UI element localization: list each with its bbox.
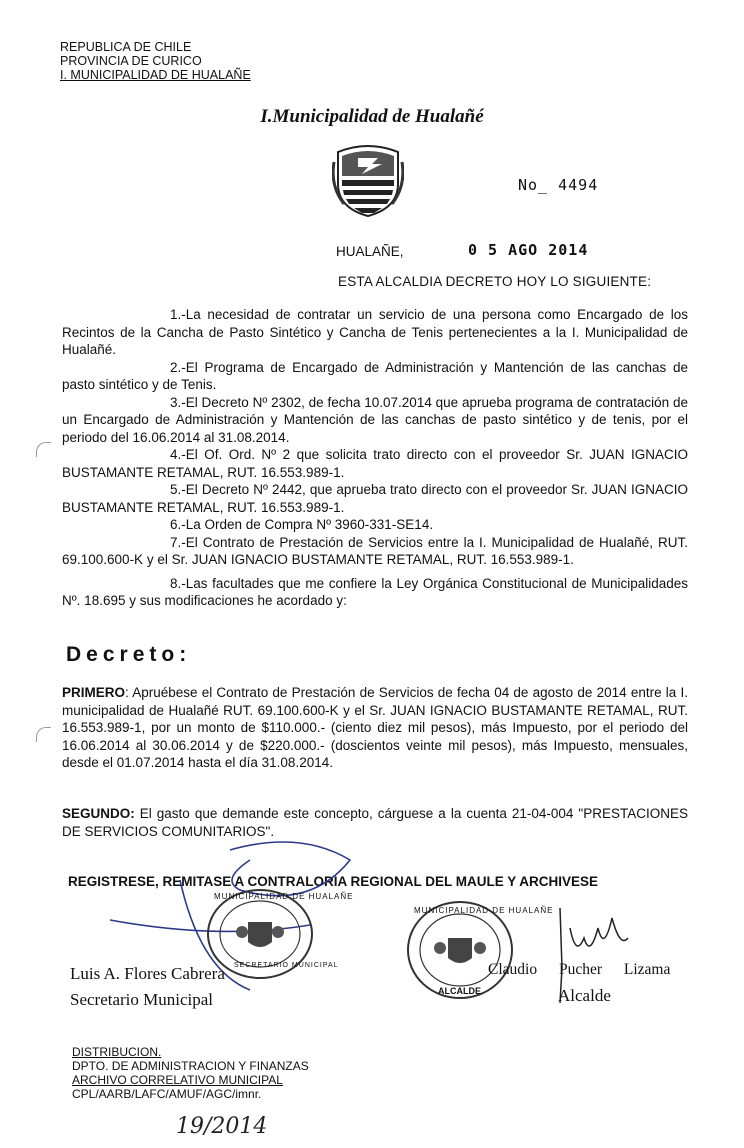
municipal-crest-icon: [332, 142, 404, 218]
registrese-line: REGISTRESE, REMITASE A CONTRALORIA REGIONAL DEL MAULE Y ARCHIVESE: [68, 874, 599, 889]
considerando-item: 1.-La necesidad de contratar un servicio de una persona como Encargado de los Recintos de la Cancha de Pasto Sintético y Cancha de Tenis pertenecientes a la I. Municipalidad de Hualañé.: [62, 307, 688, 357]
considerandos-list: [62, 306, 688, 610]
secretary-name: Luis A. Flores Cabrera: [70, 964, 225, 983]
header-municipality: I. MUNICIPALIDAD DE HUALAÑE: [60, 68, 251, 82]
handwritten-note: 19/2014: [176, 1114, 268, 1139]
considerando-item: 3.-El Decreto Nº 2302, de fecha 10.07.2014 que aprueba programa de contratación de un Encargado de Administración y Mantención de las canchas de pasto sintético y de tenis, por el periodo del 16.06.2014 al 31.08.2014.: [62, 394, 688, 445]
considerando-item: 6.-La Orden de Compra Nº 3960-331-SE14.: [170, 517, 434, 532]
secretary-role: Secretario Municipal: [70, 990, 214, 1009]
place-label: HUALAÑE,: [336, 244, 404, 259]
punch-hole-mark: [36, 442, 51, 457]
distribution-line: DPTO. DE ADMINISTRACION Y FINANZAS: [72, 1059, 309, 1073]
document-title: I.Municipalidad de Hualañé: [260, 106, 484, 127]
considerando-item: 5.-El Decreto Nº 2442, que aprueba trato directo con el proveedor Sr. JUAN IGNACIO BUSTAMANTE RETAMAL, RUT. 16.553.989-1.: [62, 482, 688, 515]
primero-text: : Apruébese el Contrato de Prestación de Servicios de fecha 04 de agosto de 2014 entre la I. municipalidad de Hualañé RUT. 69.100.600-K y el Sr. JUAN IGNACIO BUSTAMANTE RETAMAL, RUT. 16.553.989-1, por un monto de $110.000.- (ciento diez mil pesos), más Impuesto, por el periodo del 16.06.2014 al 30.06.2014 y de $220.000.- (doscientos veinte mil pesos), más Impuesto, mensuales, desde el 01.07.2014 hasta el día 31.08.2014.: [62, 685, 688, 770]
punch-hole-mark: [36, 727, 51, 742]
segundo-text: El gasto que demande este concepto, cárguese a la cuenta 21-04-004 "PRESTACIONES DE SERVICIOS COMUNITARIOS".: [62, 806, 688, 839]
mayor-name: Claudio Pucher Lizama: [488, 961, 671, 978]
considerando-item: 4.-El Of. Ord. Nº 2 que solicita trato directo con el proveedor Sr. JUAN IGNACIO BUSTAMANTE RETAMAL, RUT. 16.553.989-1.: [62, 447, 688, 480]
primero-label: PRIMERO: [62, 685, 126, 700]
left-stamp-subtext: SECRETARIO MUNICIPAL: [234, 962, 339, 969]
mayor-role: Alcalde: [558, 986, 611, 1005]
distribution-line: ARCHIVO CORRELATIVO MUNICIPAL: [72, 1073, 283, 1087]
right-stamp-text: MUNICIPALIDAD DE HUALAÑE: [414, 906, 554, 915]
distribution-title: DISTRIBUCION.: [72, 1045, 162, 1059]
article-primero: [62, 684, 688, 772]
right-stamp-subtext: ALCALDE: [438, 986, 481, 996]
distribution-block: [72, 1045, 309, 1101]
intro-line: ESTA ALCALDIA DECRETO HOY LO SIGUIENTE:: [338, 274, 652, 289]
header-country: REPUBLICA DE CHILE: [60, 40, 192, 54]
left-stamp-text: MUNICIPALIDAD DE HUALAÑE: [214, 892, 354, 901]
document-header: [60, 40, 251, 82]
distribution-initials: CPL/AARB/LAFC/AMUF/AGC/imnr.: [72, 1087, 262, 1101]
header-province: PROVINCIA DE CURICO: [60, 54, 202, 68]
decree-number: No_ 4494: [518, 176, 599, 194]
segundo-label: SEGUNDO:: [62, 806, 135, 821]
considerando-item: 2.-El Programa de Encargado de Administración y Mantención de las canchas de pasto sintético y de Tenis.: [62, 359, 688, 392]
date-stamp: 0 5 AGO 2014: [468, 241, 589, 259]
considerando-item: 7.-El Contrato de Prestación de Servicios entre la I. Municipalidad de Hualañé, RUT. 69.100.600-K y el Sr. JUAN IGNACIO BUSTAMANTE RETAMAL, RUT. 16.553.989-1.: [62, 534, 688, 567]
considerando-item: 8.-Las facultades que me confiere la Ley Orgánica Constitucional de Municipalidades Nº. 18.695 y sus modificaciones he acordado y:: [62, 575, 688, 608]
decreto-heading: Decreto:: [66, 643, 192, 666]
